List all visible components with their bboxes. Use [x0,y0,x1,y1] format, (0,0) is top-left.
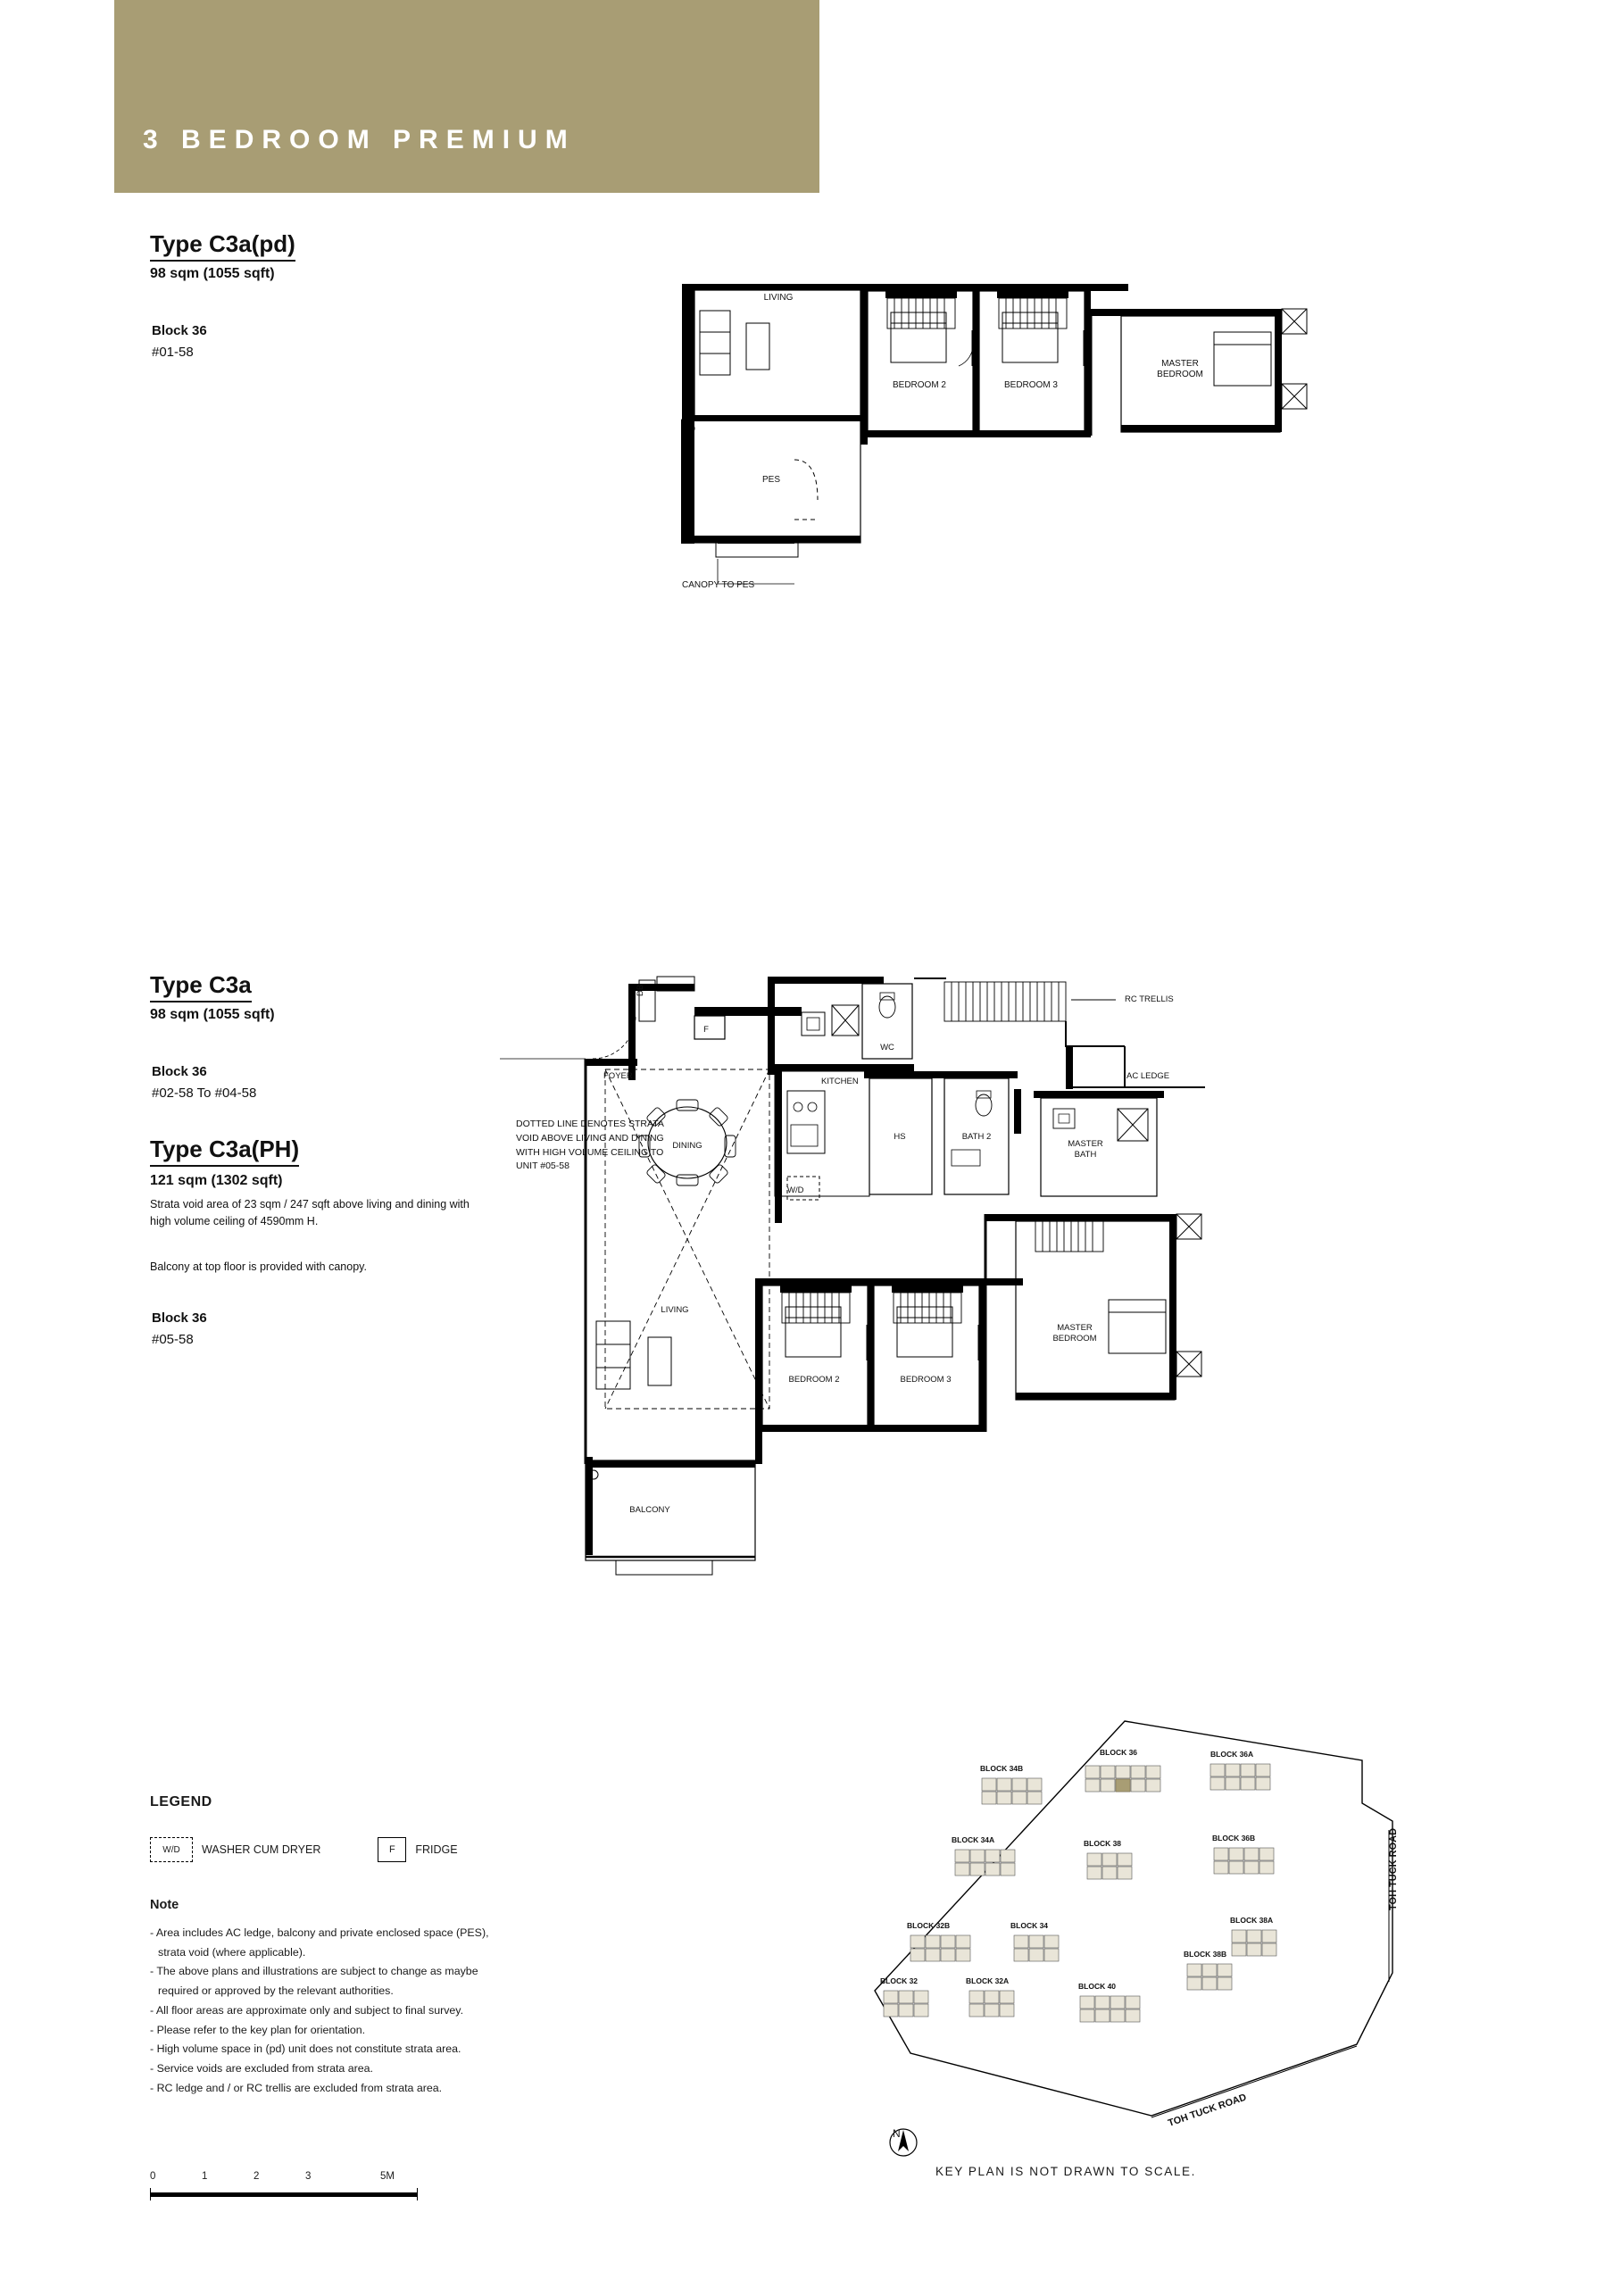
keyplan-block-label: BLOCK 38A [1230,1916,1274,1925]
keyplan-block-label: BLOCK 36 [1100,1748,1138,1757]
plan1-label-master: MASTER [1161,359,1199,369]
plan1-label-bedroom3: BEDROOM 3 [1003,380,1059,390]
scale-tick: 5M [380,2171,395,2182]
scale-bar-fill [151,2192,417,2197]
note-item: required or approved by the relevant authorities. [158,1984,394,1998]
scale-graphic [150,2188,418,2200]
scale-tick: 1 [202,2171,208,2182]
page-title: 3 BEDROOM PREMIUM [143,125,576,154]
legend-label-fridge: FRIDGE [415,1843,458,1856]
keyplan-block-label: BLOCK 36B [1212,1834,1256,1843]
note-item: - RC ledge and / or RC trellis are excluded from strata area. [150,2081,443,2094]
plan1-label-bedroom2: BEDROOM 2 [892,380,947,390]
unit-1-unit-no: #01-58 [152,345,194,360]
legend-title: LEGEND [150,1794,212,1809]
plan2-label-hs: HS [894,1132,906,1142]
unit-1-type-title: Type C3a(pd) [150,230,295,262]
plan2-label-master-bedroom: MASTER [1057,1323,1093,1333]
plan2-label-ac-ledge: AC LEDGE [1126,1071,1170,1081]
note-list [150,1924,721,2098]
keyplan-block-label: BLOCK 34A [952,1835,995,1844]
legend-row [150,1837,458,1862]
keyplan-block-label: BLOCK 38 [1084,1839,1122,1848]
keyplan-block-label: BLOCK 36A [1210,1750,1254,1759]
unit-3-type-title: Type C3a(PH) [150,1136,299,1167]
note-item: - Please refer to the key plan for orientation. [150,2023,366,2036]
plan2-label-bath2: BATH 2 [961,1132,992,1142]
note-item: - Service voids are excluded from strata area. [150,2061,373,2075]
plan2-label-living: LIVING [661,1305,689,1315]
plan1-label-pes: PES [761,475,781,485]
page-header-banner [114,0,819,193]
unit-3-strata-note: Strata void area of 23 sqm / 247 sqft above living and dining with high volume ceiling of 4590mm H. [150,1198,470,1228]
keyplan-block-label: BLOCK 32B [907,1921,951,1930]
plan2-label-foyer: FOYER [603,1071,633,1081]
unit-1-area: 98 sqm (1055 sqft) [150,266,275,281]
unit-3-block: Block 36 [152,1310,207,1326]
plan2-label-rc-trellis: RC TRELLIS [1125,994,1174,1004]
keyplan-road-label: TOH TUCK ROAD [1388,1827,1399,1910]
strata-void-annotation: DOTTED LINE DENOTES STRATA VOID ABOVE LIVING AND DINING WITH HIGH VOLUME CEILING TO UNIT #05-58 [516,1119,664,1172]
note-title: Note [150,1898,179,1912]
svg-text:BEDROOM: BEDROOM [1052,1334,1097,1343]
keyplan-block-label: BLOCK 40 [1078,1982,1117,1991]
note-item: - All floor areas are approximate only and subject to final survey. [150,2003,464,2017]
floorplan-c3a [500,964,1384,1589]
plan2-label-kitchen: KITCHEN [821,1077,859,1086]
plan2-label-wd: W/D [787,1185,804,1195]
svg-text:BEDROOM: BEDROOM [1157,370,1203,379]
plan2-label-wc: WC [880,1043,894,1052]
keyplan-block-label: BLOCK 32A [966,1976,1010,1985]
plan2-label-bedroom3: BEDROOM 3 [900,1375,952,1385]
plan2-label-bedroom2: BEDROOM 2 [788,1375,840,1385]
plan1-label-canopy: CANOPY TO PES [682,580,755,590]
scale-tick: 2 [254,2171,260,2182]
keyplan-road-label: TOH TUCK ROAD [1167,2092,1249,2129]
unit-2-type-title: Type C3a [150,971,252,1002]
fridge-icon: F [378,1837,406,1862]
plan2-label-balcony: BALCONY [629,1505,670,1515]
washer-dryer-icon: W/D [150,1837,193,1862]
svg-text:BATH: BATH [1074,1150,1097,1160]
key-plan [857,1696,1464,2196]
keyplan-caption: KEY PLAN IS NOT DRAWN TO SCALE. [935,2165,1196,2178]
legend-label-washer-dryer: WASHER CUM DRYER [202,1843,321,1856]
unit-2-area: 98 sqm (1055 sqft) [150,1007,275,1022]
note-item: strata void (where applicable). [158,1945,306,1959]
scale-tick: 3 [305,2171,312,2182]
keyplan-block-label: BLOCK 32 [880,1976,919,1985]
note-item: - The above plans and illustrations are subject to change as maybe [150,1965,478,1978]
plan1-label-living: LIVING [763,293,794,303]
unit-3-unit-no: #05-58 [152,1332,194,1347]
scale-bar [150,2171,418,2200]
scale-ticks [150,2171,418,2185]
plan2-label-fridge: F [703,1025,709,1035]
unit-3-area: 121 sqm (1302 sqft) [150,1173,283,1188]
note-item: - Area includes AC ledge, balcony and private enclosed space (PES), [150,1926,489,1939]
keyplan-block-label: BLOCK 34 [1010,1921,1049,1930]
plan2-label-db: DB [636,984,645,996]
plan2-label-dining: DINING [672,1141,702,1151]
keyplan-block-label: BLOCK 34B [980,1764,1024,1773]
keyplan-block-label: BLOCK 38B [1184,1950,1227,1959]
scale-tick: 0 [150,2171,156,2182]
unit-1-block: Block 36 [152,323,207,338]
unit-3-balcony-note: Balcony at top floor is provided with canopy. [150,1260,367,1273]
floorplan-c3a-pd [661,277,1357,607]
unit-2-block: Block 36 [152,1064,207,1079]
plan2-label-master-bath: MASTER [1068,1139,1103,1149]
unit-2-unit-no: #02-58 To #04-58 [152,1086,257,1101]
north-label: N [893,2127,901,2140]
note-item: - High volume space in (pd) unit does not constitute strata area. [150,2042,461,2056]
